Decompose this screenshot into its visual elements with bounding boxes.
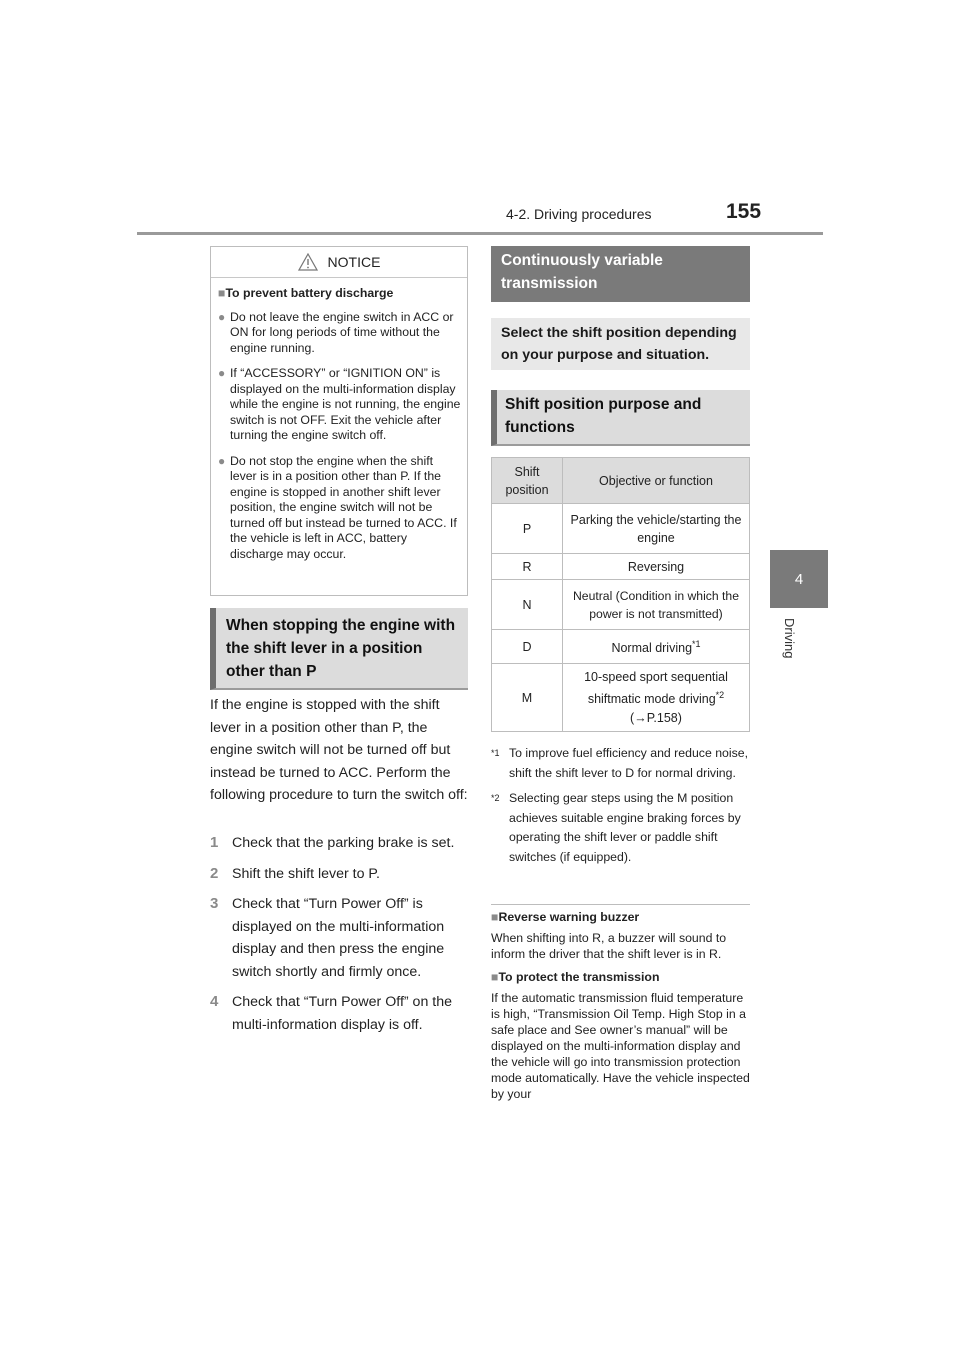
notice-box — [210, 246, 468, 596]
intro-paragraph: If the engine is stopped with the shift lever in a position other than P, the engine switch will not be turned off but instead be turned to ACC. Perform the following procedure to turn the switch off: — [210, 697, 468, 803]
note-title: ■To protect the transmission — [491, 970, 660, 984]
table-row — [492, 630, 750, 664]
table-cell-function: Neutral (Condition in which the power is not transmitted) — [563, 580, 750, 630]
table-header-position: Shift position — [492, 458, 563, 504]
table-header-row — [492, 458, 750, 504]
table-cell-function: 10-speed sport sequential shiftmatic mode driving$^{*2}$ (→P.158) — [563, 664, 750, 732]
notice-label: NOTICE — [327, 254, 381, 270]
warning-icon — [298, 253, 318, 271]
table-cell-position: D — [492, 630, 563, 664]
notice-item: ● Do not leave the engine switch in ACC or ON for long periods of time without the engine running. — [218, 309, 454, 355]
square-bullet-icon: ■ — [491, 970, 499, 984]
footnote: *2 Selecting gear steps using the M position achieves suitable engine braking forces by operating the shift lever or paddle shift switches (if equipped). — [491, 791, 741, 864]
bullet-icon: ● — [218, 453, 226, 468]
note-text: When shifting into R, a buzzer will sound to inform the driver that the shift lever is in R. — [491, 931, 727, 961]
page-number: 155 — [726, 200, 762, 223]
footnote: *1 To improve fuel efficiency and reduce noise, shift the shift lever to D for normal driving. — [491, 746, 749, 780]
table-cell-position: P — [492, 504, 563, 554]
note-text: If the automatic transmission fluid temperature is high, “Transmission Oil Temp. High Stop in a safe place and See owner’s manual” will be displayed on the multi-information display and the vehicle will go into transmission protection mode automatically. Have the vehicle inspected by your — [491, 991, 750, 1101]
table-cell-position: N — [492, 580, 563, 630]
table-row — [492, 664, 750, 732]
table-row — [492, 554, 750, 580]
chapter-label: Driving — [782, 618, 797, 659]
step-item: 4 Check that “Turn Power Off” on the multi-information display is off. — [210, 993, 453, 1033]
section-heading-stop-engine: When stopping the engine with the shift lever in a position other than P — [210, 608, 468, 690]
table-cell-position: M — [492, 664, 563, 732]
shift-position-table — [491, 457, 750, 732]
notice-item: ● Do not stop the engine when the shift lever is in a position other than P. If the engine is stopped in another shift lever position, the engine switch will not be turned off but instead be turned to ACC. If the vehicle is left in ACC, battery discharge may occur. — [218, 453, 457, 561]
notice-title: ■To prevent battery discharge — [218, 286, 394, 300]
notes — [491, 910, 750, 1102]
section-heading-cvt: Continuously variable transmission — [491, 246, 750, 302]
table-header-function: Objective or function — [563, 458, 750, 504]
chapter-tab — [770, 550, 828, 608]
footnotes — [491, 744, 750, 867]
header-rule — [137, 232, 823, 235]
subtitle-box: Select the shift position depending on your purpose and situation. — [491, 318, 750, 370]
bullet-icon: ● — [218, 309, 226, 324]
section-title: 4-2. Driving procedures — [506, 206, 652, 222]
chapter-number: 4 — [794, 570, 804, 588]
notice-item: ● If “ACCESSORY” or “IGNITION ON” is displayed on the multi-information display while the engine is not running, the engine switch is not OFF. Exit the vehicle after turning the engine switch off. — [218, 366, 461, 442]
note-title: ■Reverse warning buzzer — [491, 910, 640, 924]
steps-list — [210, 832, 468, 1036]
step-item: 2 Shift the shift lever to P. — [210, 864, 380, 882]
table-row — [492, 504, 750, 554]
step-item: 3 Check that “Turn Power Off” is displayed on the multi-information display and then press the engine switch shortly and firmly once. — [210, 895, 445, 980]
square-bullet-icon: ■ — [491, 910, 499, 924]
table-row — [492, 580, 750, 630]
table-cell-function: Normal driving$^{*1}$ — [563, 630, 750, 664]
divider — [491, 904, 750, 905]
table-cell-function: Parking the vehicle/starting the engine — [563, 504, 750, 554]
table-cell-function: Reversing — [563, 554, 750, 580]
bullet-icon: ● — [218, 366, 226, 380]
square-bullet-icon: ■ — [218, 286, 226, 300]
table-heading: Shift position purpose and functions — [491, 390, 750, 446]
notice-header — [211, 247, 467, 278]
table-cell-position: R — [492, 554, 563, 580]
step-item: 1 Check that the parking brake is set. — [210, 834, 455, 851]
